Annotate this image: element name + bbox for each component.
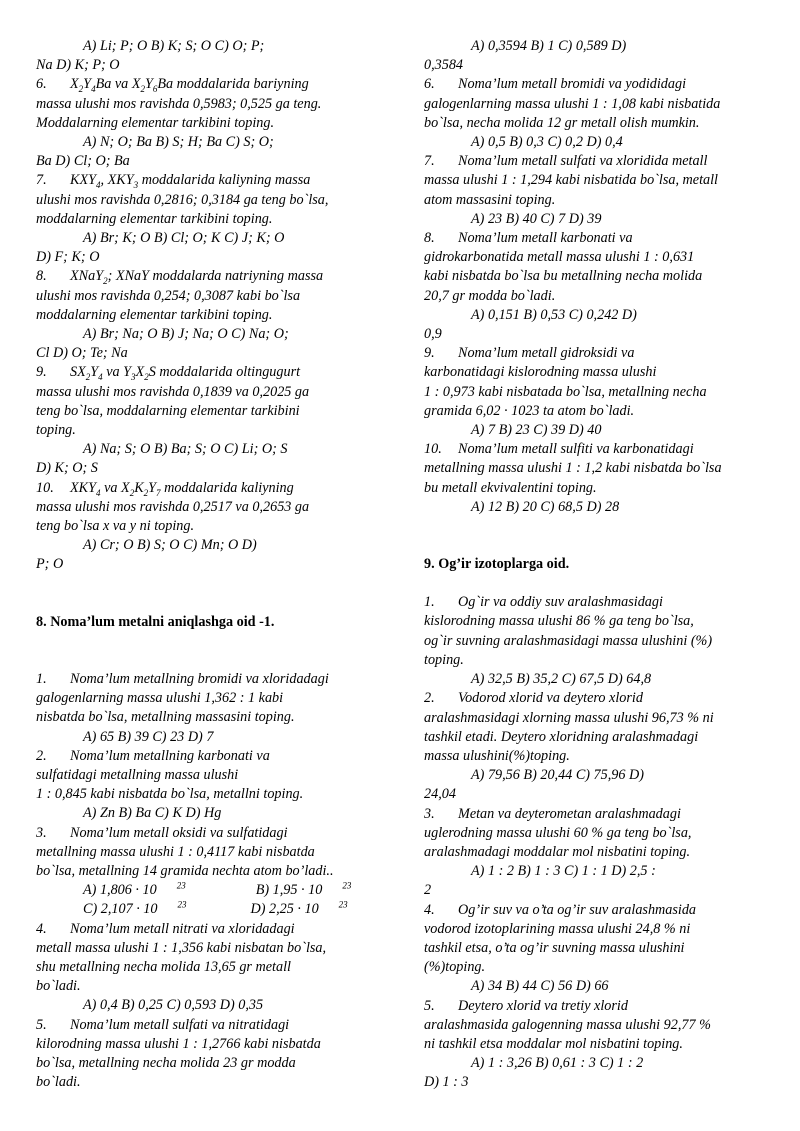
question-text: kilorodning massa ulushi 1 : 1,2766 kabi nisbatda	[36, 1035, 321, 1052]
question-text: bo`ladi.	[36, 1074, 81, 1091]
question-text: galogenlarning massa ulushi 1 : 1,08 kabi nisbatida	[424, 95, 721, 112]
left-column	[36, 37, 381, 1092]
answer-line: A) Li; P; O B) K; S; O C) O; P;	[83, 38, 265, 54]
answer-line: A) Br; K; O B) Cl; O; K C) J; K; O	[83, 230, 285, 247]
answer-line: 24,04	[424, 786, 456, 803]
question-text: bu metall ekvivalentini toping.	[424, 479, 597, 496]
question-7: 7. Noma’lum metall sulfati va xloridida metall	[424, 153, 708, 170]
question-text: 20,7 gr modda bo`ladi.	[424, 287, 556, 304]
question-text: bo`lsa, metallning necha molida 23 gr modda	[36, 1054, 296, 1071]
answer-line: Cl D) O; Te; Na	[36, 345, 128, 362]
question-text: gidrokarbonatida metall massa ulushi 1 : 0,631	[424, 249, 695, 266]
answer-line: A) 79,56 B) 20,44 C) 75,96 D)	[471, 767, 644, 784]
question-text: 1 : 0,973 kabi nisbatada bo`lsa, metallning necha	[424, 383, 707, 400]
s8-question-2: 2. Noma’lum metallning karbonati va	[36, 747, 270, 764]
question-text: massa ulushi mos ravishda 0,5983; 0,525 ga teng.	[36, 95, 322, 112]
question-text: gramida 6,02 · 1023 ta atom bo`ladi.	[424, 402, 635, 419]
question-8: 8. XNaY$_2$; XNaY moddalarda natriyning massa	[36, 268, 324, 287]
question-text: Moddalarning elementar tarkibini toping.	[36, 114, 275, 131]
question-10: 10. $XKY_4$ va $X_2K_2Y_7$ moddalarida kaliyning	[36, 479, 294, 498]
question-text: toping.	[424, 651, 464, 668]
answer-line: A) 12 B) 20 C) 68,5 D) 28	[471, 498, 620, 515]
answer-line: A) Cr; O B) S; O C) Mn; O D)	[83, 537, 257, 554]
answer-line: 2	[424, 882, 432, 899]
answer-line: P; O	[36, 556, 64, 573]
question-text: (%)toping.	[424, 959, 486, 976]
question-7: 7. $KXY_4$, $XKY_3$ moddalarida kaliyning massa	[36, 172, 311, 191]
s8-question-5: 5. Noma’lum metall sulfati va nitratidagi	[36, 1016, 290, 1033]
question-8: 8. Noma’lum metall karbonati va	[424, 230, 633, 247]
question-text: aralashmasidagi xlorning massa ulushi 96,73 % ni	[424, 709, 714, 726]
question-text: uglerodning massa ulushi 60 % ga teng bo`lsa,	[424, 824, 692, 841]
answer-line: D) 1 : 3	[424, 1074, 469, 1091]
question-text: shu metallning necha molida 13,65 gr metall	[36, 958, 291, 975]
answer-line: A) Br; Na; O B) J; Na; O C) Na; O;	[83, 326, 289, 343]
s9-question-1: 1. Og`ir va oddiy suv aralashmasidagi	[424, 594, 663, 611]
question-text: teng bo`lsa x va y ni toping.	[36, 518, 195, 535]
section-8-heading: 8. Noma’lum metalni aniqlashga oid -1.	[36, 613, 275, 630]
question-text: massa ulushi mos ravishda 0,2517 va 0,2653 ga	[36, 498, 310, 515]
question-text: 1 : 0,845 kabi nisbatda bo`lsa, metallni toping.	[36, 786, 304, 803]
question-text: teng bo`lsa, moddalarning elementar tarkibini	[36, 402, 300, 419]
question-text: toping.	[36, 422, 76, 439]
answer-line: A) 0,3594 B) 1 C) 0,589 D)	[471, 38, 627, 54]
answer-line: D) K; O; S	[36, 460, 98, 477]
answer-line: 0,9	[424, 326, 442, 343]
question-9: 9. Noma’lum metall gidroksidi va	[424, 345, 635, 362]
question-text: bo`lsa, metallning 14 gramida nechta atom bo’ladi..	[36, 862, 334, 879]
answer-line: A) 7 B) 23 C) 39 D) 40	[471, 422, 602, 439]
s9-question-2: 2. Vodorod xlorid va deytero xlorid	[424, 690, 643, 707]
question-text: moddalarning elementar tarkibini toping.	[36, 210, 273, 227]
question-text: ulushi mos ravishda 0,254; 0,3087 kabi bo`lsa	[36, 287, 301, 304]
question-text: sulfatidagi metallning massa ulushi	[36, 766, 239, 783]
question-text: kabi nisbatda bo`lsa bu metallning necha molida	[424, 268, 703, 285]
answer-line: A) 23 B) 40 C) 7 D) 39	[471, 210, 602, 227]
question-text: aralashmadagi moddalar mol nisbatini toping.	[424, 843, 691, 860]
answer-line: 0,3584	[424, 57, 464, 74]
answer-line: Na D) K; P; O	[36, 57, 120, 74]
s8-question-4: 4. Noma’lum metall nitrati va xloridadagi	[36, 920, 295, 937]
question-text: massa ulushi mos ravishda 0,1839 va 0,2025 ga	[36, 383, 310, 400]
question-text: ni tashkil etsa moddalar mol nisbatini toping.	[424, 1035, 683, 1052]
answer-line: C) 2,107 · 10 $^{23}$ D) 2,25 · 10 $^{23}$	[83, 899, 348, 918]
answer-line: D) F; K; O	[36, 249, 100, 266]
s9-question-5: 5. Deytero xlorid va tretiy xlorid	[424, 997, 628, 1014]
question-text: galogenlarning massa ulushi 1,362 : 1 kabi	[36, 690, 284, 707]
question-text: metallning massa ulushi 1 : 0,4117 kabi nisbatda	[36, 843, 315, 860]
answer-line: A) 1 : 2 B) 1 : 3 C) 1 : 1 D) 2,5 :	[471, 863, 656, 880]
answer-line: A) Zn B) Ba C) K D) Hg	[83, 805, 222, 822]
answer-line: A) N; O; Ba B) S; H; Ba C) S; O;	[83, 134, 274, 151]
question-text: tashkil etsa, o’ta og’ir suvning massa ulushini	[424, 939, 685, 956]
section-9-heading: 9. Og’ir izotoplarga oid.	[424, 556, 570, 573]
question-9: 9. $SX_2Y_4$ va $Y_3X_2S$ moddalarida oltingugurt	[36, 364, 301, 383]
question-text: massa ulushi 1 : 1,294 kabi nisbatida bo`lsa, metall	[424, 172, 718, 189]
s9-question-3: 3. Metan va deyterometan aralashmadagi	[424, 805, 681, 822]
question-text: metallning massa ulushi 1 : 1,2 kabi nisbatda bo`lsa	[424, 460, 722, 477]
answer-line: A) 1,806 · 10 $^{23}$ B) 1,95 · 10 $^{23}$	[83, 880, 352, 899]
answer-line: A) 0,5 B) 0,3 C) 0,2 D) 0,4	[471, 134, 623, 151]
question-text: vodorod izotoplarining massa ulushi 24,8 % ni	[424, 920, 691, 937]
answer-line: A) 0,4 B) 0,25 C) 0,593 D) 0,35	[83, 997, 264, 1014]
question-text: atom massasini toping.	[424, 191, 556, 208]
question-text: ulushi mos ravishda 0,2816; 0,3184 ga teng bo`lsa,	[36, 191, 329, 208]
answer-line: Ba D) Cl; O; Ba	[36, 153, 130, 170]
question-6: 6. Noma’lum metall bromidi va yodididagi	[424, 76, 687, 93]
question-text: metall massa ulushi 1 : 1,356 kabi nisbatan bo`lsa,	[36, 939, 327, 956]
answer-line: A) 34 B) 44 C) 56 D) 66	[471, 978, 609, 995]
answer-line: A) 32,5 B) 35,2 C) 67,5 D) 64,8	[471, 671, 652, 688]
s8-question-3: 3. Noma’lum metall oksidi va sulfatidagi	[36, 824, 288, 841]
question-text: nisbatda bo`lsa, metallning massasini toping.	[36, 709, 295, 726]
s8-question-1: 1. Noma’lum metallning bromidi va xloridadagi	[36, 670, 329, 687]
question-text: kislorodning massa ulushi 86 % ga teng bo`lsa,	[424, 613, 694, 630]
answer-line: A) 0,151 B) 0,53 C) 0,242 D)	[471, 306, 637, 323]
answer-line: A) 1 : 3,26 B) 0,61 : 3 C) 1 : 2	[471, 1055, 644, 1072]
question-text: moddalarning elementar tarkibini toping.	[36, 306, 273, 323]
question-text: bo`ladi.	[36, 978, 81, 995]
question-10: 10. Noma’lum metall sulfiti va karbonatidagi	[424, 441, 694, 458]
question-6: 6. $X_2Y_4Ba$ va $X_2Y_6Ba$ moddalarida bariyning	[36, 76, 309, 95]
answer-line: A) Na; S; O B) Ba; S; O C) Li; O; S	[83, 441, 288, 458]
question-text: aralashmasida galogenning massa ulushi 92,77 %	[424, 1016, 711, 1033]
question-text: tashkil etadi. Deytero xloridning aralashmadagi	[424, 728, 699, 745]
s9-question-4: 4. Og’ir suv va o’ta og’ir suv aralashmasida	[424, 901, 697, 918]
question-text: massa ulushini(%)toping.	[424, 747, 570, 764]
answer-line: A) 65 B) 39 C) 23 D) 7	[83, 728, 214, 745]
question-text: bo`lsa, necha molida 12 gr metall olish mumkin.	[424, 114, 700, 131]
right-column	[424, 37, 770, 1093]
question-text: og`ir suvning aralashmasidagi massa ulushini (%)	[424, 632, 713, 649]
question-text: karbonatidagi kislorodning massa ulushi	[424, 364, 657, 381]
